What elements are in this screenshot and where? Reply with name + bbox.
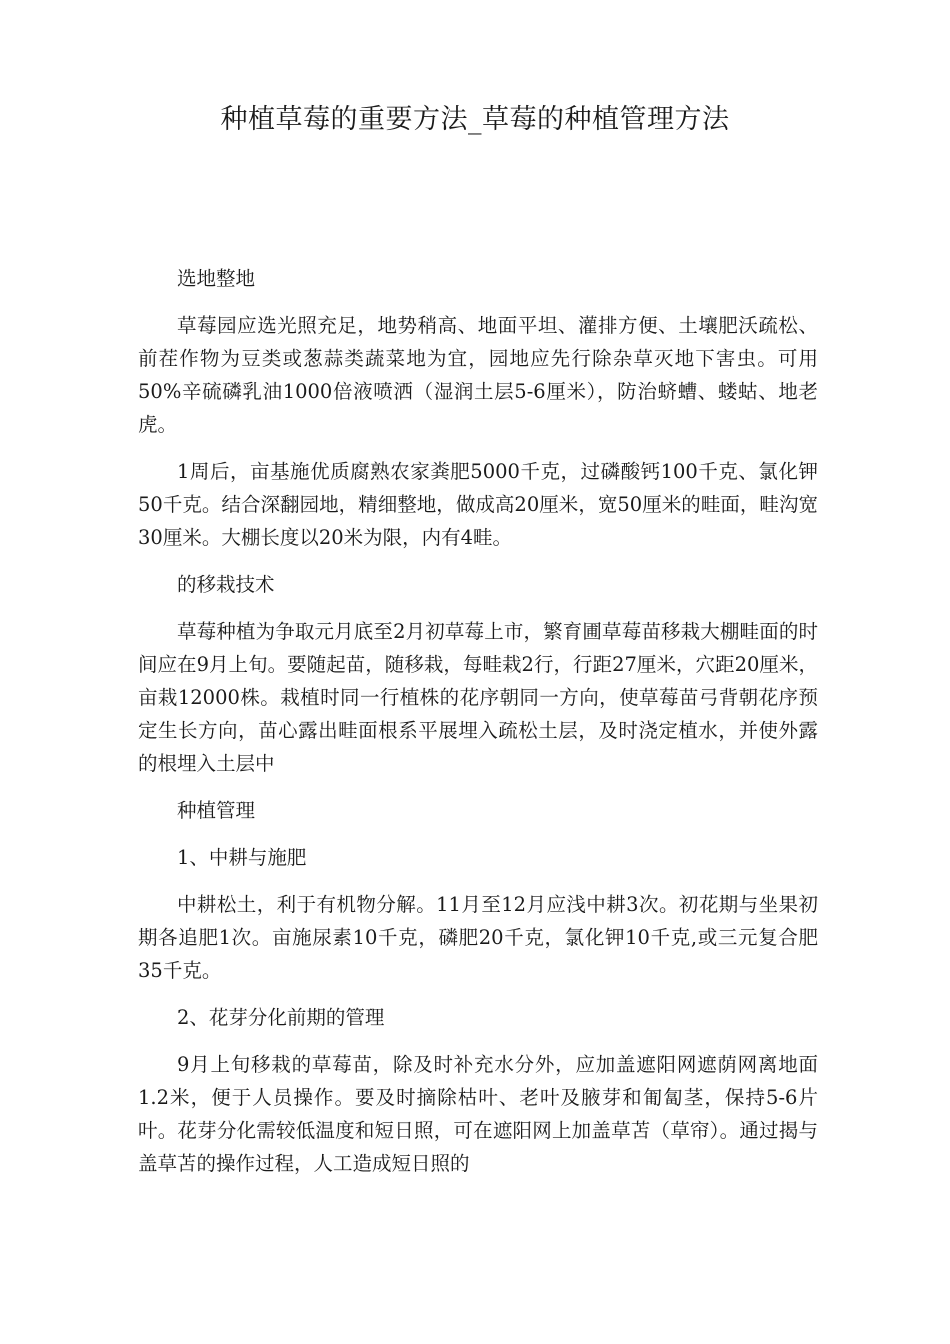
body-paragraph: 草莓种植为争取元月底至2月初草莓上市，繁育圃草莓苗移栽大棚畦面的时间应在9月上旬。要随起苗，随移栽，每畦栽2行，行距27厘米，穴距20厘米，亩栽12000株。栽植时同一行植株的花序朝同一方向，使草莓苗弓背朝花序预定生长方向，苗心露出畦面根系平展埋入疏松土层，及时浇定植水，并使外露的根埋入土层中	[138, 620, 818, 775]
body-paragraph: 9月上旬移栽的草莓苗，除及时补充水分外，应加盖遮阳网遮荫网离地面1.2米，便于人员操作。要及时摘除枯叶、老叶及腋芽和匍匐茎，保持5-6片叶。花芽分化需较低温度和短日照，可在遮阳网上加盖草苫（草帘）。通过揭与盖草苫的操作过程，人工造成短日照的	[138, 1053, 818, 1175]
section-heading: 种植管理	[177, 799, 256, 822]
body-paragraph: 1周后，亩基施优质腐熟农家粪肥5000千克，过磷酸钙100千克、氯化钾50千克。结合深翻园地，精细整地，做成高20厘米，宽50厘米的畦面，畦沟宽30厘米。大棚长度以20米为限，内有4畦。	[138, 460, 818, 549]
section-heading: 选地整地	[177, 267, 256, 290]
section-heading: 的移栽技术	[177, 573, 275, 596]
subsection-heading: 2、花芽分化前期的管理	[177, 1006, 385, 1029]
document-body	[138, 262, 818, 1194]
body-paragraph: 中耕松土，利于有机物分解。11月至12月应浅中耕3次。初花期与坐果初期各追肥1次。亩施尿素10千克，磷肥20千克，氯化钾10千克,或三元复合肥35千克。	[138, 893, 818, 982]
document-title: 种植草莓的重要方法_草莓的种植管理方法	[220, 104, 730, 135]
subsection-heading: 1、中耕与施肥	[177, 846, 307, 869]
body-paragraph: 草莓园应选光照充足，地势稍高、地面平坦、灌排方便、土壤肥沃疏松、前茬作物为豆类或葱蒜类蔬菜地为宜，园地应先行除杂草灭地下害虫。可用50%辛硫磷乳油1000倍液喷洒（湿润土层5-6厘米），防治蛴螬、蝼蛄、地老虎。	[138, 314, 818, 436]
